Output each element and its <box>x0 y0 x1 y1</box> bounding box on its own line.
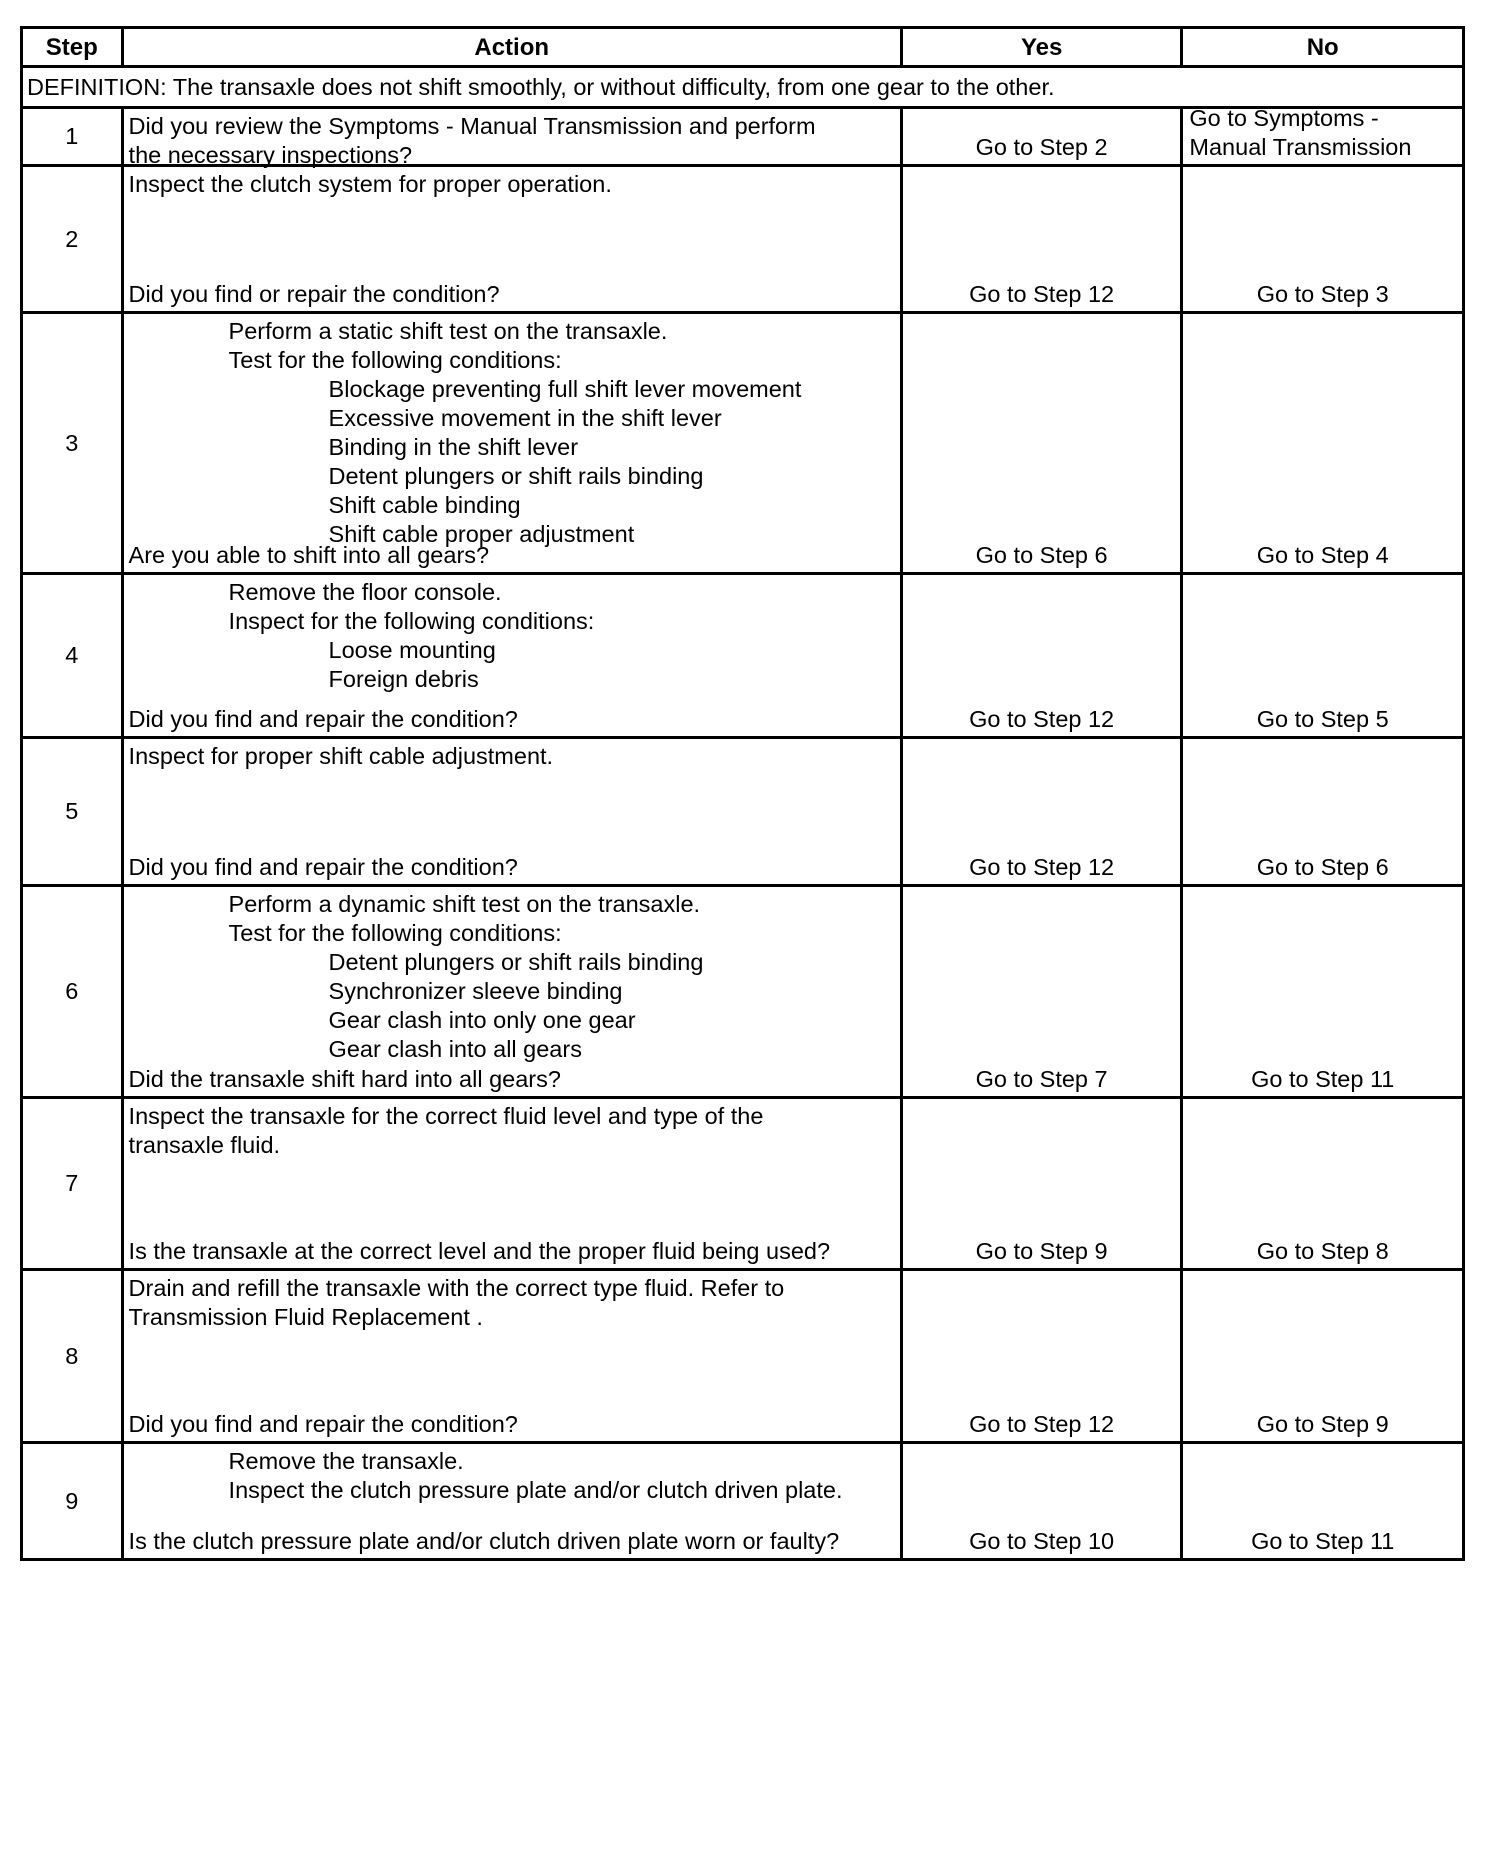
action-line: Binding in the shift lever <box>328 434 579 460</box>
action-question: Is the clutch pressure plate and/or clutch driven plate worn or faulty? <box>128 1528 840 1554</box>
no-cell <box>1182 1443 1464 1560</box>
action-line: Shift cable proper adjustment <box>328 521 635 547</box>
action-line: Excessive movement in the shift lever <box>328 405 722 431</box>
step-number: 1 <box>22 108 123 166</box>
no-action: Go to Step 3 <box>1256 281 1389 307</box>
header-action: Action <box>122 28 901 67</box>
no-cell <box>1182 313 1464 574</box>
header-yes: Yes <box>901 28 1182 67</box>
step-row <box>22 1270 1464 1443</box>
action-line: Transmission Fluid Replacement . <box>128 1304 483 1330</box>
step-row <box>22 738 1464 886</box>
no-action: Go to Step 4 <box>1256 542 1389 568</box>
yes-action: Go to Step 12 <box>969 706 1115 732</box>
yes-cell <box>901 313 1182 574</box>
step-number: 2 <box>22 166 123 313</box>
header-no: No <box>1182 28 1464 67</box>
action-line: transaxle fluid. <box>128 1132 281 1158</box>
step-row <box>22 1098 1464 1270</box>
action-line: Inspect for proper shift cable adjustment. <box>128 743 554 769</box>
step-number: 7 <box>22 1098 123 1270</box>
no-cell <box>1182 738 1464 886</box>
yes-action: Go to Step 6 <box>975 542 1108 568</box>
yes-action: Go to Step 12 <box>969 854 1115 880</box>
action-line: Gear clash into only one gear <box>328 1007 636 1033</box>
action-line: Detent plungers or shift rails binding <box>328 463 704 489</box>
action-line: Remove the transaxle. <box>228 1448 464 1474</box>
action-cell <box>122 1098 901 1270</box>
action-line: Drain and refill the transaxle with the correct type fluid. Refer to <box>128 1275 785 1301</box>
action-question: Did you find and repair the condition? <box>128 1411 518 1437</box>
yes-action: Go to Step 10 <box>969 1528 1115 1554</box>
action-line: Test for the following conditions: <box>228 347 562 373</box>
action-line: Detent plungers or shift rails binding <box>328 949 704 975</box>
yes-action: Go to Step 2 <box>975 134 1108 160</box>
step-number: 8 <box>22 1270 123 1443</box>
step-number: 5 <box>22 738 123 886</box>
action-question: Did you find and repair the condition? <box>128 706 518 732</box>
no-cell <box>1182 574 1464 738</box>
yes-action: Go to Step 9 <box>975 1238 1108 1264</box>
action-line: Synchronizer sleeve binding <box>328 978 623 1004</box>
yes-cell <box>901 738 1182 886</box>
no-action: Go to Step 6 <box>1256 854 1389 880</box>
action-cell <box>122 1443 901 1560</box>
action-line: Remove the floor console. <box>228 579 502 605</box>
yes-action: Go to Step 12 <box>969 281 1115 307</box>
yes-action: Go to Step 12 <box>969 1411 1115 1437</box>
action-line: Test for the following conditions: <box>228 920 562 946</box>
action-line: Gear clash into all gears <box>328 1036 582 1062</box>
action-question: Did you find or repair the condition? <box>128 281 500 307</box>
yes-cell <box>901 108 1182 166</box>
yes-cell <box>901 574 1182 738</box>
step-row <box>22 108 1464 166</box>
action-question: Did the transaxle shift hard into all gears? <box>128 1066 561 1092</box>
definition-text: DEFINITION: The transaxle does not shift smoothly, or without difficulty, from one gear to the other. <box>22 67 1464 108</box>
action-cell <box>122 886 901 1098</box>
yes-cell <box>901 886 1182 1098</box>
no-action: Go to Step 11 <box>1251 1528 1395 1554</box>
action-line: Inspect the clutch system for proper operation. <box>128 171 612 197</box>
action-question: Did you find and repair the condition? <box>128 854 518 880</box>
step-number: 3 <box>22 313 123 574</box>
step-number: 6 <box>22 886 123 1098</box>
no-action: Go to Step 11 <box>1251 1066 1395 1092</box>
action-line: Perform a static shift test on the transaxle. <box>228 318 668 344</box>
action-line: Inspect for the following conditions: <box>228 608 595 634</box>
action-line: Shift cable binding <box>328 492 521 518</box>
definition-row <box>22 67 1464 108</box>
action-line: Loose mounting <box>328 637 496 663</box>
no-cell <box>1182 1270 1464 1443</box>
step-row <box>22 166 1464 313</box>
yes-cell <box>901 1443 1182 1560</box>
action-cell <box>122 108 901 166</box>
step-row <box>22 574 1464 738</box>
yes-action: Go to Step 7 <box>975 1066 1108 1092</box>
yes-cell <box>901 1270 1182 1443</box>
no-action: Go to Step 9 <box>1256 1411 1389 1437</box>
action-line: Did you review the Symptoms - Manual Transmission and perform <box>128 113 816 139</box>
no-cell <box>1182 1098 1464 1270</box>
action-cell <box>122 738 901 886</box>
no-action: Go to Symptoms - Manual Transmission <box>1189 105 1412 160</box>
diagnostic-table <box>20 26 1465 1561</box>
action-line: Foreign debris <box>328 666 479 692</box>
yes-cell <box>901 166 1182 313</box>
header-step: Step <box>22 28 123 67</box>
action-line: the necessary inspections? <box>128 142 413 168</box>
action-question: Are you able to shift into all gears? <box>128 542 490 568</box>
no-cell <box>1182 166 1464 313</box>
action-cell <box>122 574 901 738</box>
step-number: 4 <box>22 574 123 738</box>
action-cell <box>122 313 901 574</box>
no-cell <box>1182 886 1464 1098</box>
action-question: Is the transaxle at the correct level and the proper fluid being used? <box>128 1238 831 1264</box>
no-action: Go to Step 5 <box>1256 706 1389 732</box>
step-row <box>22 1443 1464 1560</box>
step-number: 9 <box>22 1443 123 1560</box>
action-line: Inspect the transaxle for the correct fluid level and type of the <box>128 1103 764 1129</box>
header-row <box>22 28 1464 67</box>
action-line: Perform a dynamic shift test on the transaxle. <box>228 891 701 917</box>
action-cell <box>122 166 901 313</box>
yes-cell <box>901 1098 1182 1270</box>
action-line: Inspect the clutch pressure plate and/or clutch driven plate. <box>228 1477 843 1503</box>
no-action: Go to Step 8 <box>1256 1238 1389 1264</box>
step-row <box>22 313 1464 574</box>
action-cell <box>122 1270 901 1443</box>
no-cell <box>1182 105 1464 166</box>
step-row <box>22 886 1464 1098</box>
action-line: Blockage preventing full shift lever movement <box>328 376 802 402</box>
